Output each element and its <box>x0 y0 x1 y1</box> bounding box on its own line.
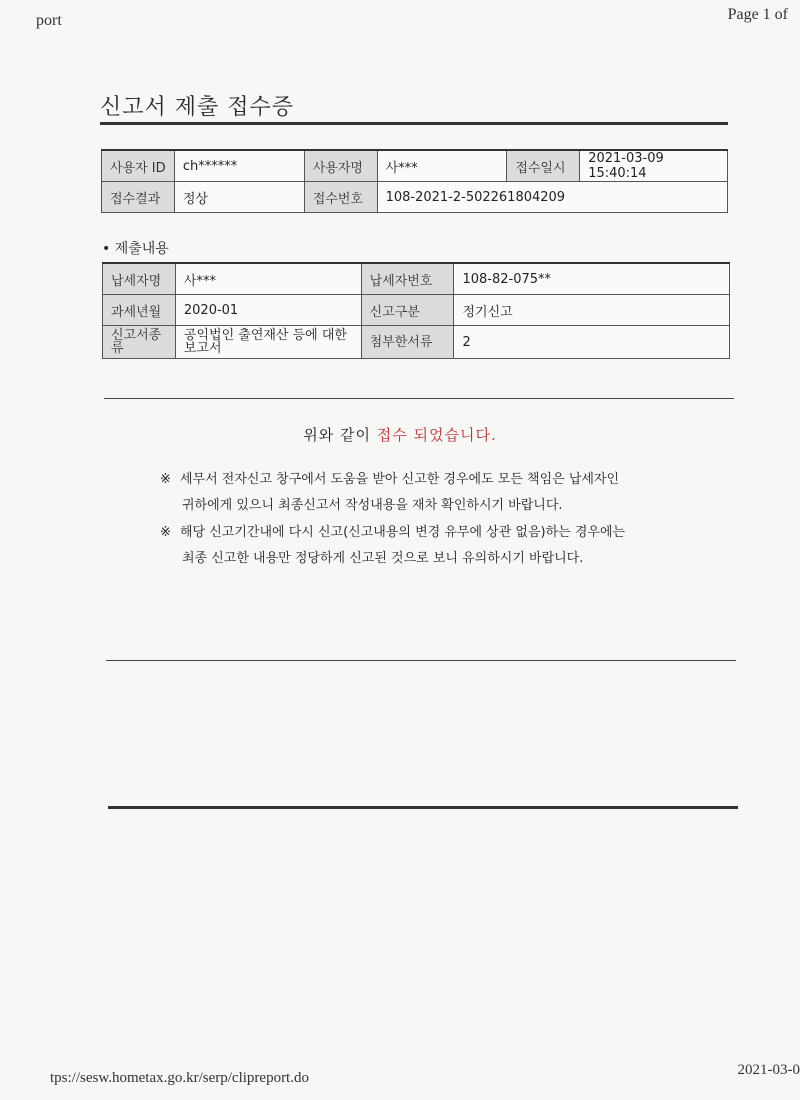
notice-2 <box>160 520 720 572</box>
result-value: 정상 <box>174 182 304 213</box>
received-at-label: 접수일시 <box>507 150 580 182</box>
tax-period-value: 2020-01 <box>175 295 361 326</box>
form-type-value: 공익법인 출연재산 등에 대한 보고서 <box>175 326 361 359</box>
notice-2-line-2: 최종 신고한 내용만 정당하게 신고된 것으로 보니 유의하시기 바랍니다. <box>182 551 584 566</box>
attachments-value: 2 <box>454 326 730 359</box>
bottom-divider <box>108 806 738 809</box>
result-label: 접수결과 <box>102 182 175 213</box>
divider <box>104 398 734 399</box>
submission-table <box>102 262 730 359</box>
user-name-value: 사*** <box>377 150 507 182</box>
form-type-label: 신고서종류 <box>103 326 176 359</box>
receipt-no-label: 접수번호 <box>304 182 377 213</box>
footer-date: 2021-03-0 <box>737 1062 800 1078</box>
title-divider <box>100 122 728 125</box>
received-at-value: 2021-03-09 15:40:14 <box>580 150 728 182</box>
table-row <box>103 326 730 359</box>
taxpayer-no-value: 108-82-075** <box>454 263 730 295</box>
user-id-label: 사용자 ID <box>102 150 175 182</box>
table-row <box>102 150 728 182</box>
receipt-no-value: 108-2021-2-502261804209 <box>377 182 727 213</box>
user-name-label: 사용자명 <box>304 150 377 182</box>
page-title: 신고서 제출 접수증 <box>100 95 295 120</box>
taxpayer-no-label: 납세자번호 <box>361 263 454 295</box>
section-title: • 제출내용 <box>102 241 169 257</box>
notice-1 <box>160 467 720 519</box>
table-row <box>102 182 728 213</box>
receipt-info-table <box>101 149 728 213</box>
table-row <box>103 295 730 326</box>
notice-2-line-1: 해당 신고기간내에 다시 신고(신고내용의 변경 유무에 상관 없음)하는 경우에는 <box>180 525 626 540</box>
print-header-left: port <box>36 12 62 29</box>
reference-mark: ※ <box>160 525 171 540</box>
confirmation-message <box>0 424 800 445</box>
filing-type-value: 정기신고 <box>454 295 730 326</box>
page-number: Page 1 of <box>727 6 788 23</box>
user-id-value: ch****** <box>174 150 304 182</box>
filing-type-label: 신고구분 <box>361 295 454 326</box>
tax-period-label: 과세년월 <box>103 295 176 326</box>
divider <box>106 660 736 661</box>
table-row <box>103 263 730 295</box>
notice-1-line-2: 귀하에게 있으니 최종신고서 작성내용을 재차 확인하시기 바랍니다. <box>182 498 563 513</box>
taxpayer-name-label: 납세자명 <box>103 263 176 295</box>
footer-url: tps://sesw.hometax.go.kr/serp/clipreport.do <box>50 1070 309 1086</box>
confirmation-prefix: 위와 같이 <box>303 426 377 444</box>
taxpayer-name-value: 사*** <box>175 263 361 295</box>
confirmation-highlight: 접수 되었습니다. <box>376 426 497 444</box>
reference-mark: ※ <box>160 472 171 487</box>
attachments-label: 첨부한서류 <box>361 326 454 359</box>
notice-1-line-1: 세무서 전자신고 창구에서 도움을 받아 신고한 경우에도 모든 책임은 납세자인 <box>180 472 620 487</box>
